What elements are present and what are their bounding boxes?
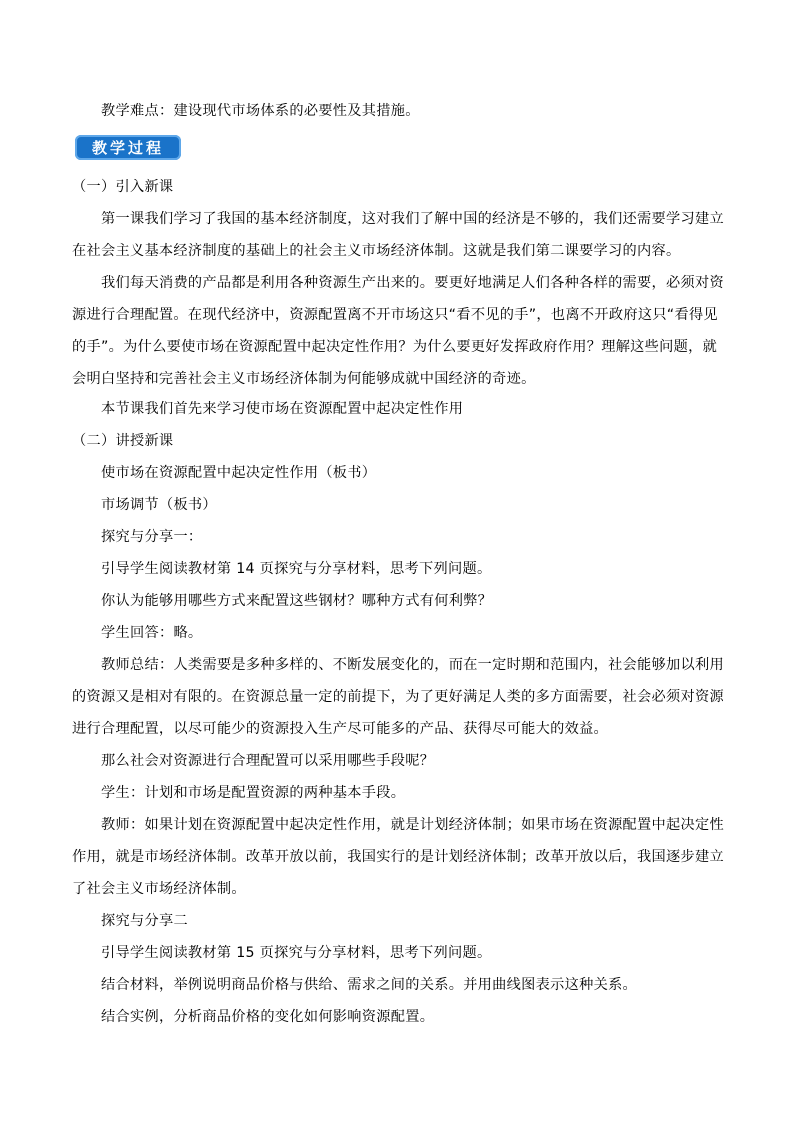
board-title-2: 市场调节（板书） — [101, 497, 217, 513]
task-1: 结合材料，举例说明商品价格与供给、需求之间的关系。并用曲线图表示这种关系。 — [101, 977, 638, 993]
board-title-1: 使市场在资源配置中起决定性作用（板书） — [101, 465, 377, 481]
guide-reading-1: 引导学生阅读教材第 14 页探究与分享材料，思考下列问题。 — [101, 561, 492, 577]
intro-paragraph-3: 本节课我们首先来学习使市场在资源配置中起决定性作用 — [101, 401, 464, 417]
section-badge-label: 教学过程 — [91, 139, 164, 157]
part1-heading: （一）引入新课 — [72, 179, 174, 195]
student-line: 学生：计划和市场是配置资源的两种基本手段。 — [101, 785, 406, 801]
question-2: 那么社会对资源进行合理配置可以采用哪些手段呢？ — [101, 753, 435, 769]
explore-share-1: 探究与分享一： — [101, 529, 203, 545]
question-1: 你认为能够用哪些方式来配置这些钢材？哪种方式有何利弊？ — [101, 593, 493, 609]
guide-reading-2: 引导学生阅读教材第 15 页探究与分享材料，思考下列问题。 — [101, 945, 492, 961]
part2-heading: （二）讲授新课 — [72, 433, 174, 449]
student-answer: 学生回答：略。 — [101, 625, 203, 641]
teacher-line: 教师：如果计划在资源配置中起决定性作用，就是计划经济体制；如果市场在资源配置中起决定性作用，就是市场经济体制。改革开放以前，我国实行的是计划经济体制；改革开放以后，我国逐步建立了社会主义市场经济体制。 — [72, 817, 724, 897]
section-badge — [75, 135, 181, 160]
intro-paragraph-1: 第一课我们学习了我国的基本经济制度，这对我们了解中国的经济是不够的，我们还需要学习建立在社会主义基本经济制度的基础上的社会主义市场经济体制。这就是我们第二课要学习的内容。 — [72, 211, 724, 259]
intro-paragraph-2: 我们每天消费的产品都是利用各种资源生产出来的。要更好地满足人们各种各样的需要，必须对资源进行合理配置。在现代经济中，资源配置离不开市场这只“看不见的手”，也离不开政府这只“看得见的手”。为什么要使市场在资源配置中起决定性作用？为什么要更好发挥政府作用？理解这些问题，就会明白坚持和完善社会主义市场经济体制为何能够成就中国经济的奇迹。 — [72, 275, 724, 387]
explore-share-2: 探究与分享二 — [101, 913, 188, 929]
task-2: 结合实例，分析商品价格的变化如何影响资源配置。 — [101, 1009, 435, 1025]
teacher-summary: 教师总结：人类需要是多种多样的、不断发展变化的，而在一定时期和范围内，社会能够加以利用的资源又是相对有限的。在资源总量一定的前提下，为了更好满足人类的多方面需要，社会必须对资源进行合理配置，以尽可能少的资源投入生产尽可能多的产品、获得尽可能大的效益。 — [72, 657, 724, 737]
teaching-difficulty: 教学难点：建设现代市场体系的必要性及其措施。 — [101, 103, 420, 119]
